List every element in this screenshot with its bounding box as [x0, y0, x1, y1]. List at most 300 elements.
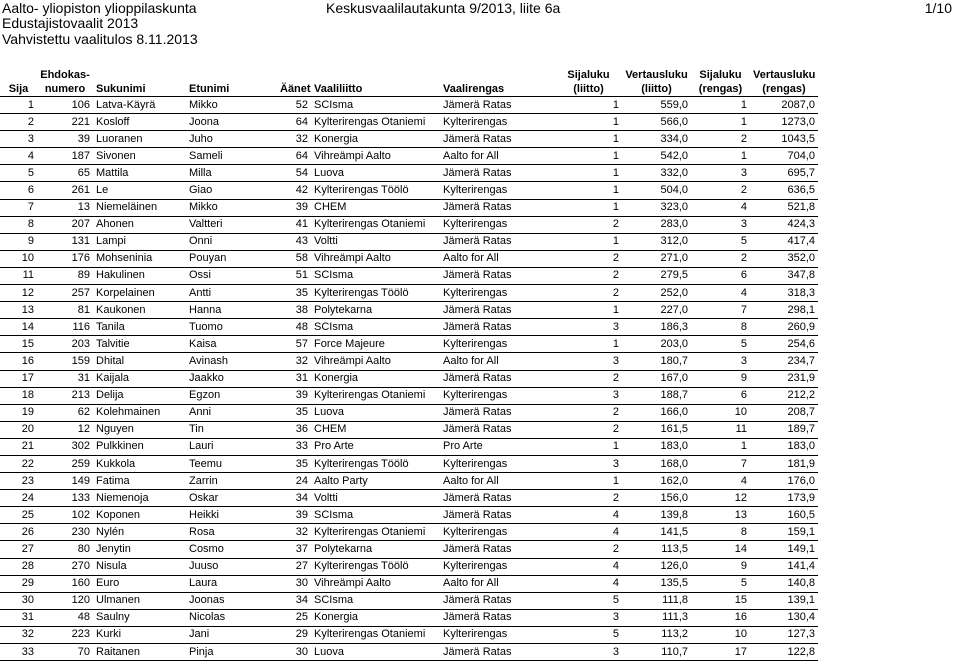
cell-etunimi: Sameli [186, 148, 277, 165]
col-vertausluku-rengas: Vertausluku (rengas) [750, 63, 818, 97]
cell-vaaliliitto: Kylterirengas Töölö [311, 182, 440, 199]
cell-vaaliliitto: Polytekarna [311, 541, 440, 558]
cell-vertausluku-liitto: 323,0 [622, 199, 691, 216]
cell-sija: 14 [0, 319, 37, 336]
col-ehdokasnumero: Ehdokas- numero [37, 63, 93, 97]
cell-vertausluku-liitto: 332,0 [622, 165, 691, 182]
table-row [0, 421, 818, 438]
table-row [0, 302, 818, 319]
cell-aanet: 41 [277, 216, 311, 233]
cell-sijaluku-rengas: 17 [691, 644, 750, 661]
cell-sija: 12 [0, 285, 37, 302]
cell-vertausluku-liitto: 161,5 [622, 421, 691, 438]
cell-vaalirengas: Aalto for All [440, 250, 555, 267]
cell-etunimi: Juuso [186, 558, 277, 575]
confirmed-result-date: Vahvistettu vaalitulos 8.11.2013 [2, 31, 198, 47]
cell-sukunimi: Tanila [93, 319, 186, 336]
cell-sukunimi: Mohseninia [93, 250, 186, 267]
cell-vaaliliitto: SCIsma [311, 319, 440, 336]
cell-etunimi: Pouyan [186, 250, 277, 267]
cell-sija: 29 [0, 575, 37, 592]
cell-sija: 30 [0, 592, 37, 609]
cell-sija: 4 [0, 148, 37, 165]
cell-aanet: 39 [277, 507, 311, 524]
table-row [0, 644, 818, 661]
cell-sukunimi: Pulkkinen [93, 438, 186, 455]
cell-sijaluku-rengas: 14 [691, 541, 750, 558]
cell-vertausluku-liitto: 111,3 [622, 609, 691, 626]
col-sijaluku-rengas: Sijaluku (rengas) [691, 63, 750, 97]
cell-sukunimi: Latva-Käyrä [93, 97, 186, 114]
col-vertausluku-liitto: Vertausluku (liitto) [622, 63, 691, 97]
cell-sijaluku-liitto: 4 [555, 575, 622, 592]
committee-reference: Keskusvaalilautakunta 9/2013, liite 6a [326, 0, 561, 16]
cell-vaalirengas: Jämerä Ratas [440, 592, 555, 609]
cell-ehdokasnumero: 259 [37, 455, 93, 472]
cell-vertausluku-rengas: 231,9 [750, 370, 818, 387]
cell-sijaluku-rengas: 7 [691, 455, 750, 472]
cell-etunimi: Jani [186, 626, 277, 643]
cell-vertausluku-liitto: 111,8 [622, 592, 691, 609]
cell-etunimi: Avinash [186, 353, 277, 370]
cell-vaalirengas: Jämerä Ratas [440, 644, 555, 661]
table-row [0, 507, 818, 524]
cell-sija: 2 [0, 114, 37, 131]
cell-sijaluku-rengas: 4 [691, 199, 750, 216]
cell-sijaluku-liitto: 1 [555, 114, 622, 131]
cell-etunimi: Cosmo [186, 541, 277, 558]
cell-sijaluku-liitto: 1 [555, 199, 622, 216]
cell-vertausluku-rengas: 1043,5 [750, 131, 818, 148]
cell-ehdokasnumero: 230 [37, 524, 93, 541]
cell-vaaliliitto: SCIsma [311, 267, 440, 284]
cell-vaaliliitto: Kylterirengas Otaniemi [311, 524, 440, 541]
cell-etunimi: Lauri [186, 438, 277, 455]
cell-sijaluku-rengas: 1 [691, 438, 750, 455]
table-row [0, 319, 818, 336]
cell-ehdokasnumero: 223 [37, 626, 93, 643]
cell-vertausluku-rengas: 347,8 [750, 267, 818, 284]
table-row [0, 370, 818, 387]
cell-sijaluku-rengas: 2 [691, 250, 750, 267]
cell-aanet: 31 [277, 370, 311, 387]
cell-etunimi: Zarrin [186, 473, 277, 490]
cell-vertausluku-liitto: 542,0 [622, 148, 691, 165]
cell-sija: 18 [0, 387, 37, 404]
table-row [0, 438, 818, 455]
cell-etunimi: Tin [186, 421, 277, 438]
cell-vaaliliitto: SCIsma [311, 507, 440, 524]
table-row [0, 148, 818, 165]
cell-vertausluku-liitto: 186,3 [622, 319, 691, 336]
cell-sijaluku-rengas: 10 [691, 626, 750, 643]
cell-aanet: 58 [277, 250, 311, 267]
cell-sukunimi: Dhital [93, 353, 186, 370]
cell-vertausluku-rengas: 149,1 [750, 541, 818, 558]
cell-aanet: 25 [277, 609, 311, 626]
cell-vertausluku-rengas: 521,8 [750, 199, 818, 216]
cell-etunimi: Rosa [186, 524, 277, 541]
cell-etunimi: Nicolas [186, 609, 277, 626]
cell-sijaluku-rengas: 8 [691, 319, 750, 336]
cell-vaalirengas: Jämerä Ratas [440, 233, 555, 250]
cell-sija: 17 [0, 370, 37, 387]
cell-vertausluku-rengas: 417,4 [750, 233, 818, 250]
cell-vertausluku-liitto: 203,0 [622, 336, 691, 353]
cell-sija: 26 [0, 524, 37, 541]
cell-sukunimi: Delija [93, 387, 186, 404]
cell-vertausluku-rengas: 424,3 [750, 216, 818, 233]
cell-vaaliliitto: Luova [311, 644, 440, 661]
cell-sijaluku-liitto: 1 [555, 97, 622, 114]
cell-vertausluku-rengas: 130,4 [750, 609, 818, 626]
cell-vertausluku-rengas: 183,0 [750, 438, 818, 455]
cell-sija: 1 [0, 97, 37, 114]
cell-etunimi: Onni [186, 233, 277, 250]
cell-vertausluku-liitto: 271,0 [622, 250, 691, 267]
cell-vertausluku-rengas: 173,9 [750, 490, 818, 507]
cell-vaalirengas: Jämerä Ratas [440, 267, 555, 284]
cell-sukunimi: Kurki [93, 626, 186, 643]
cell-etunimi: Kaisa [186, 336, 277, 353]
cell-aanet: 36 [277, 421, 311, 438]
cell-sijaluku-liitto: 1 [555, 131, 622, 148]
cell-vertausluku-rengas: 141,4 [750, 558, 818, 575]
cell-ehdokasnumero: 89 [37, 267, 93, 284]
cell-vertausluku-liitto: 566,0 [622, 114, 691, 131]
cell-vaaliliitto: CHEM [311, 421, 440, 438]
cell-aanet: 29 [277, 626, 311, 643]
cell-aanet: 37 [277, 541, 311, 558]
cell-vertausluku-rengas: 704,0 [750, 148, 818, 165]
cell-sija: 23 [0, 473, 37, 490]
col-sukunimi: Sukunimi [93, 63, 186, 97]
cell-vaaliliitto: Kylterirengas Otaniemi [311, 114, 440, 131]
cell-ehdokasnumero: 149 [37, 473, 93, 490]
cell-sijaluku-rengas: 1 [691, 97, 750, 114]
cell-sija: 8 [0, 216, 37, 233]
cell-sijaluku-rengas: 12 [691, 490, 750, 507]
cell-etunimi: Egzon [186, 387, 277, 404]
cell-sija: 11 [0, 267, 37, 284]
cell-aanet: 34 [277, 592, 311, 609]
cell-vaalirengas: Jämerä Ratas [440, 97, 555, 114]
cell-sijaluku-rengas: 13 [691, 507, 750, 524]
cell-vaaliliitto: Konergia [311, 609, 440, 626]
cell-vaaliliitto: Vihreämpi Aalto [311, 250, 440, 267]
cell-sijaluku-liitto: 2 [555, 541, 622, 558]
cell-vertausluku-rengas: 139,1 [750, 592, 818, 609]
cell-sijaluku-liitto: 3 [555, 353, 622, 370]
cell-sija: 10 [0, 250, 37, 267]
col-etunimi: Etunimi [186, 63, 277, 97]
cell-sukunimi: Hakulinen [93, 267, 186, 284]
cell-sijaluku-liitto: 1 [555, 336, 622, 353]
cell-vaaliliitto: Vihreämpi Aalto [311, 353, 440, 370]
cell-sijaluku-rengas: 10 [691, 404, 750, 421]
cell-sijaluku-rengas: 4 [691, 285, 750, 302]
cell-sija: 24 [0, 490, 37, 507]
cell-sijaluku-rengas: 6 [691, 267, 750, 284]
cell-vertausluku-liitto: 180,7 [622, 353, 691, 370]
cell-vaaliliitto: CHEM [311, 199, 440, 216]
table-header-row [0, 63, 818, 97]
cell-ehdokasnumero: 13 [37, 199, 93, 216]
cell-sijaluku-rengas: 3 [691, 353, 750, 370]
cell-sukunimi: Kosloff [93, 114, 186, 131]
cell-vertausluku-liitto: 227,0 [622, 302, 691, 319]
cell-vertausluku-liitto: 156,0 [622, 490, 691, 507]
cell-vertausluku-rengas: 254,6 [750, 336, 818, 353]
cell-sijaluku-rengas: 3 [691, 216, 750, 233]
cell-aanet: 32 [277, 131, 311, 148]
table-row [0, 473, 818, 490]
cell-sukunimi: Sivonen [93, 148, 186, 165]
cell-vertausluku-rengas: 695,7 [750, 165, 818, 182]
cell-vaalirengas: Aalto for All [440, 353, 555, 370]
cell-vaalirengas: Jämerä Ratas [440, 541, 555, 558]
cell-vaalirengas: Jämerä Ratas [440, 507, 555, 524]
cell-ehdokasnumero: 270 [37, 558, 93, 575]
cell-vertausluku-rengas: 189,7 [750, 421, 818, 438]
cell-vaalirengas: Aalto for All [440, 473, 555, 490]
cell-ehdokasnumero: 120 [37, 592, 93, 609]
cell-aanet: 48 [277, 319, 311, 336]
cell-sijaluku-rengas: 11 [691, 421, 750, 438]
cell-ehdokasnumero: 80 [37, 541, 93, 558]
cell-vertausluku-rengas: 318,3 [750, 285, 818, 302]
cell-aanet: 57 [277, 336, 311, 353]
table-row [0, 97, 818, 114]
cell-etunimi: Tuomo [186, 319, 277, 336]
cell-vertausluku-rengas: 208,7 [750, 404, 818, 421]
cell-vaalirengas: Kylterirengas [440, 336, 555, 353]
cell-sukunimi: Raitanen [93, 644, 186, 661]
cell-vertausluku-liitto: 113,2 [622, 626, 691, 643]
cell-ehdokasnumero: 39 [37, 131, 93, 148]
cell-ehdokasnumero: 257 [37, 285, 93, 302]
cell-ehdokasnumero: 31 [37, 370, 93, 387]
table-row [0, 490, 818, 507]
cell-sijaluku-rengas: 1 [691, 114, 750, 131]
cell-vertausluku-liitto: 279,5 [622, 267, 691, 284]
cell-vaaliliitto: Luova [311, 404, 440, 421]
cell-etunimi: Joonas [186, 592, 277, 609]
cell-sijaluku-rengas: 9 [691, 558, 750, 575]
table-row [0, 216, 818, 233]
cell-sijaluku-liitto: 1 [555, 182, 622, 199]
cell-vertausluku-liitto: 139,8 [622, 507, 691, 524]
organization-name: Aalto- yliopiston ylioppilaskunta [2, 0, 197, 16]
cell-ehdokasnumero: 12 [37, 421, 93, 438]
cell-vaaliliitto: SCIsma [311, 592, 440, 609]
cell-ehdokasnumero: 102 [37, 507, 93, 524]
cell-vertausluku-liitto: 504,0 [622, 182, 691, 199]
table-row [0, 404, 818, 421]
cell-vaalirengas: Aalto for All [440, 575, 555, 592]
cell-sija: 22 [0, 455, 37, 472]
cell-sijaluku-liitto: 4 [555, 558, 622, 575]
cell-sijaluku-liitto: 1 [555, 148, 622, 165]
cell-vertausluku-rengas: 140,8 [750, 575, 818, 592]
election-name: Edustajistovaalit 2013 [2, 15, 139, 31]
cell-vertausluku-liitto: 168,0 [622, 455, 691, 472]
cell-etunimi: Mikko [186, 97, 277, 114]
cell-vaaliliitto: Pro Arte [311, 438, 440, 455]
cell-sija: 25 [0, 507, 37, 524]
table-row [0, 455, 818, 472]
table-row [0, 131, 818, 148]
cell-sijaluku-liitto: 1 [555, 165, 622, 182]
cell-sijaluku-rengas: 2 [691, 182, 750, 199]
cell-sijaluku-rengas: 2 [691, 131, 750, 148]
cell-vertausluku-rengas: 181,9 [750, 455, 818, 472]
cell-etunimi: Hanna [186, 302, 277, 319]
col-aanet: Äänet [277, 63, 311, 97]
cell-aanet: 35 [277, 404, 311, 421]
cell-vaaliliitto: Kylterirengas Otaniemi [311, 387, 440, 404]
cell-sijaluku-rengas: 9 [691, 370, 750, 387]
cell-vaalirengas: Kylterirengas [440, 285, 555, 302]
cell-sijaluku-rengas: 5 [691, 336, 750, 353]
cell-sija: 33 [0, 644, 37, 661]
cell-sijaluku-liitto: 2 [555, 404, 622, 421]
table-row [0, 114, 818, 131]
cell-etunimi: Pinja [186, 644, 277, 661]
cell-sijaluku-liitto: 2 [555, 370, 622, 387]
table-row [0, 592, 818, 609]
cell-etunimi: Giao [186, 182, 277, 199]
cell-etunimi: Jaakko [186, 370, 277, 387]
cell-ehdokasnumero: 131 [37, 233, 93, 250]
cell-vaaliliitto: Kylterirengas Töölö [311, 558, 440, 575]
cell-etunimi: Juho [186, 131, 277, 148]
table-row [0, 267, 818, 284]
cell-vertausluku-liitto: 135,5 [622, 575, 691, 592]
cell-aanet: 43 [277, 233, 311, 250]
cell-vertausluku-rengas: 1273,0 [750, 114, 818, 131]
cell-vaalirengas: Kylterirengas [440, 524, 555, 541]
table-row [0, 165, 818, 182]
cell-vertausluku-liitto: 113,5 [622, 541, 691, 558]
cell-sijaluku-rengas: 7 [691, 302, 750, 319]
cell-vaalirengas: Jämerä Ratas [440, 302, 555, 319]
election-results-table [0, 63, 818, 661]
cell-sukunimi: Kaijala [93, 370, 186, 387]
cell-sijaluku-liitto: 2 [555, 421, 622, 438]
cell-vaalirengas: Kylterirengas [440, 455, 555, 472]
cell-aanet: 64 [277, 114, 311, 131]
cell-vaaliliitto: Konergia [311, 370, 440, 387]
cell-sijaluku-liitto: 2 [555, 490, 622, 507]
cell-sijaluku-rengas: 5 [691, 233, 750, 250]
cell-ehdokasnumero: 116 [37, 319, 93, 336]
cell-vertausluku-liitto: 110,7 [622, 644, 691, 661]
cell-vaaliliitto: SCIsma [311, 97, 440, 114]
cell-vaaliliitto: Vihreämpi Aalto [311, 575, 440, 592]
cell-vaalirengas: Jämerä Ratas [440, 609, 555, 626]
cell-sukunimi: Kolehmainen [93, 404, 186, 421]
cell-sijaluku-liitto: 5 [555, 626, 622, 643]
cell-aanet: 35 [277, 455, 311, 472]
col-sijaluku-liitto: Sijaluku (liitto) [555, 63, 622, 97]
cell-vertausluku-liitto: 334,0 [622, 131, 691, 148]
cell-sija: 9 [0, 233, 37, 250]
cell-vaalirengas: Aalto for All [440, 148, 555, 165]
cell-vaalirengas: Pro Arte [440, 438, 555, 455]
cell-sijaluku-liitto: 3 [555, 455, 622, 472]
cell-vertausluku-rengas: 298,1 [750, 302, 818, 319]
cell-sijaluku-rengas: 1 [691, 148, 750, 165]
cell-aanet: 51 [277, 267, 311, 284]
cell-aanet: 27 [277, 558, 311, 575]
cell-etunimi: Mikko [186, 199, 277, 216]
cell-aanet: 38 [277, 302, 311, 319]
cell-vaalirengas: Kylterirengas [440, 216, 555, 233]
cell-aanet: 32 [277, 524, 311, 541]
cell-aanet: 42 [277, 182, 311, 199]
cell-vertausluku-rengas: 260,9 [750, 319, 818, 336]
table-row [0, 524, 818, 541]
cell-sijaluku-liitto: 4 [555, 507, 622, 524]
cell-vertausluku-liitto: 252,0 [622, 285, 691, 302]
cell-sijaluku-rengas: 16 [691, 609, 750, 626]
cell-vertausluku-liitto: 167,0 [622, 370, 691, 387]
cell-sija: 15 [0, 336, 37, 353]
cell-vertausluku-liitto: 559,0 [622, 97, 691, 114]
cell-sija: 20 [0, 421, 37, 438]
cell-etunimi: Teemu [186, 455, 277, 472]
cell-vaalirengas: Jämerä Ratas [440, 421, 555, 438]
cell-ehdokasnumero: 159 [37, 353, 93, 370]
cell-ehdokasnumero: 261 [37, 182, 93, 199]
cell-sukunimi: Euro [93, 575, 186, 592]
table-row [0, 609, 818, 626]
cell-etunimi: Antti [186, 285, 277, 302]
col-vaaliliitto: Vaaliliitto [311, 63, 440, 97]
cell-ehdokasnumero: 302 [37, 438, 93, 455]
cell-vertausluku-rengas: 636,5 [750, 182, 818, 199]
cell-aanet: 64 [277, 148, 311, 165]
cell-vaalirengas: Jämerä Ratas [440, 490, 555, 507]
cell-vaalirengas: Kylterirengas [440, 387, 555, 404]
cell-sija: 16 [0, 353, 37, 370]
cell-sijaluku-liitto: 3 [555, 387, 622, 404]
cell-vaaliliitto: Voltti [311, 233, 440, 250]
cell-etunimi: Anni [186, 404, 277, 421]
cell-vaaliliitto: Kylterirengas Otaniemi [311, 216, 440, 233]
cell-sijaluku-liitto: 1 [555, 438, 622, 455]
cell-etunimi: Milla [186, 165, 277, 182]
cell-aanet: 39 [277, 387, 311, 404]
cell-vertausluku-liitto: 188,7 [622, 387, 691, 404]
cell-sijaluku-liitto: 4 [555, 524, 622, 541]
cell-sijaluku-rengas: 5 [691, 575, 750, 592]
cell-sija: 5 [0, 165, 37, 182]
cell-ehdokasnumero: 187 [37, 148, 93, 165]
cell-vaaliliitto: Kylterirengas Töölö [311, 285, 440, 302]
cell-etunimi: Heikki [186, 507, 277, 524]
cell-sukunimi: Mattila [93, 165, 186, 182]
cell-sukunimi: Ulmanen [93, 592, 186, 609]
cell-vaaliliitto: Force Majeure [311, 336, 440, 353]
cell-sija: 28 [0, 558, 37, 575]
cell-sija: 3 [0, 131, 37, 148]
cell-vertausluku-rengas: 122,8 [750, 644, 818, 661]
cell-etunimi: Laura [186, 575, 277, 592]
cell-vertausluku-liitto: 283,0 [622, 216, 691, 233]
cell-sukunimi: Nguyen [93, 421, 186, 438]
